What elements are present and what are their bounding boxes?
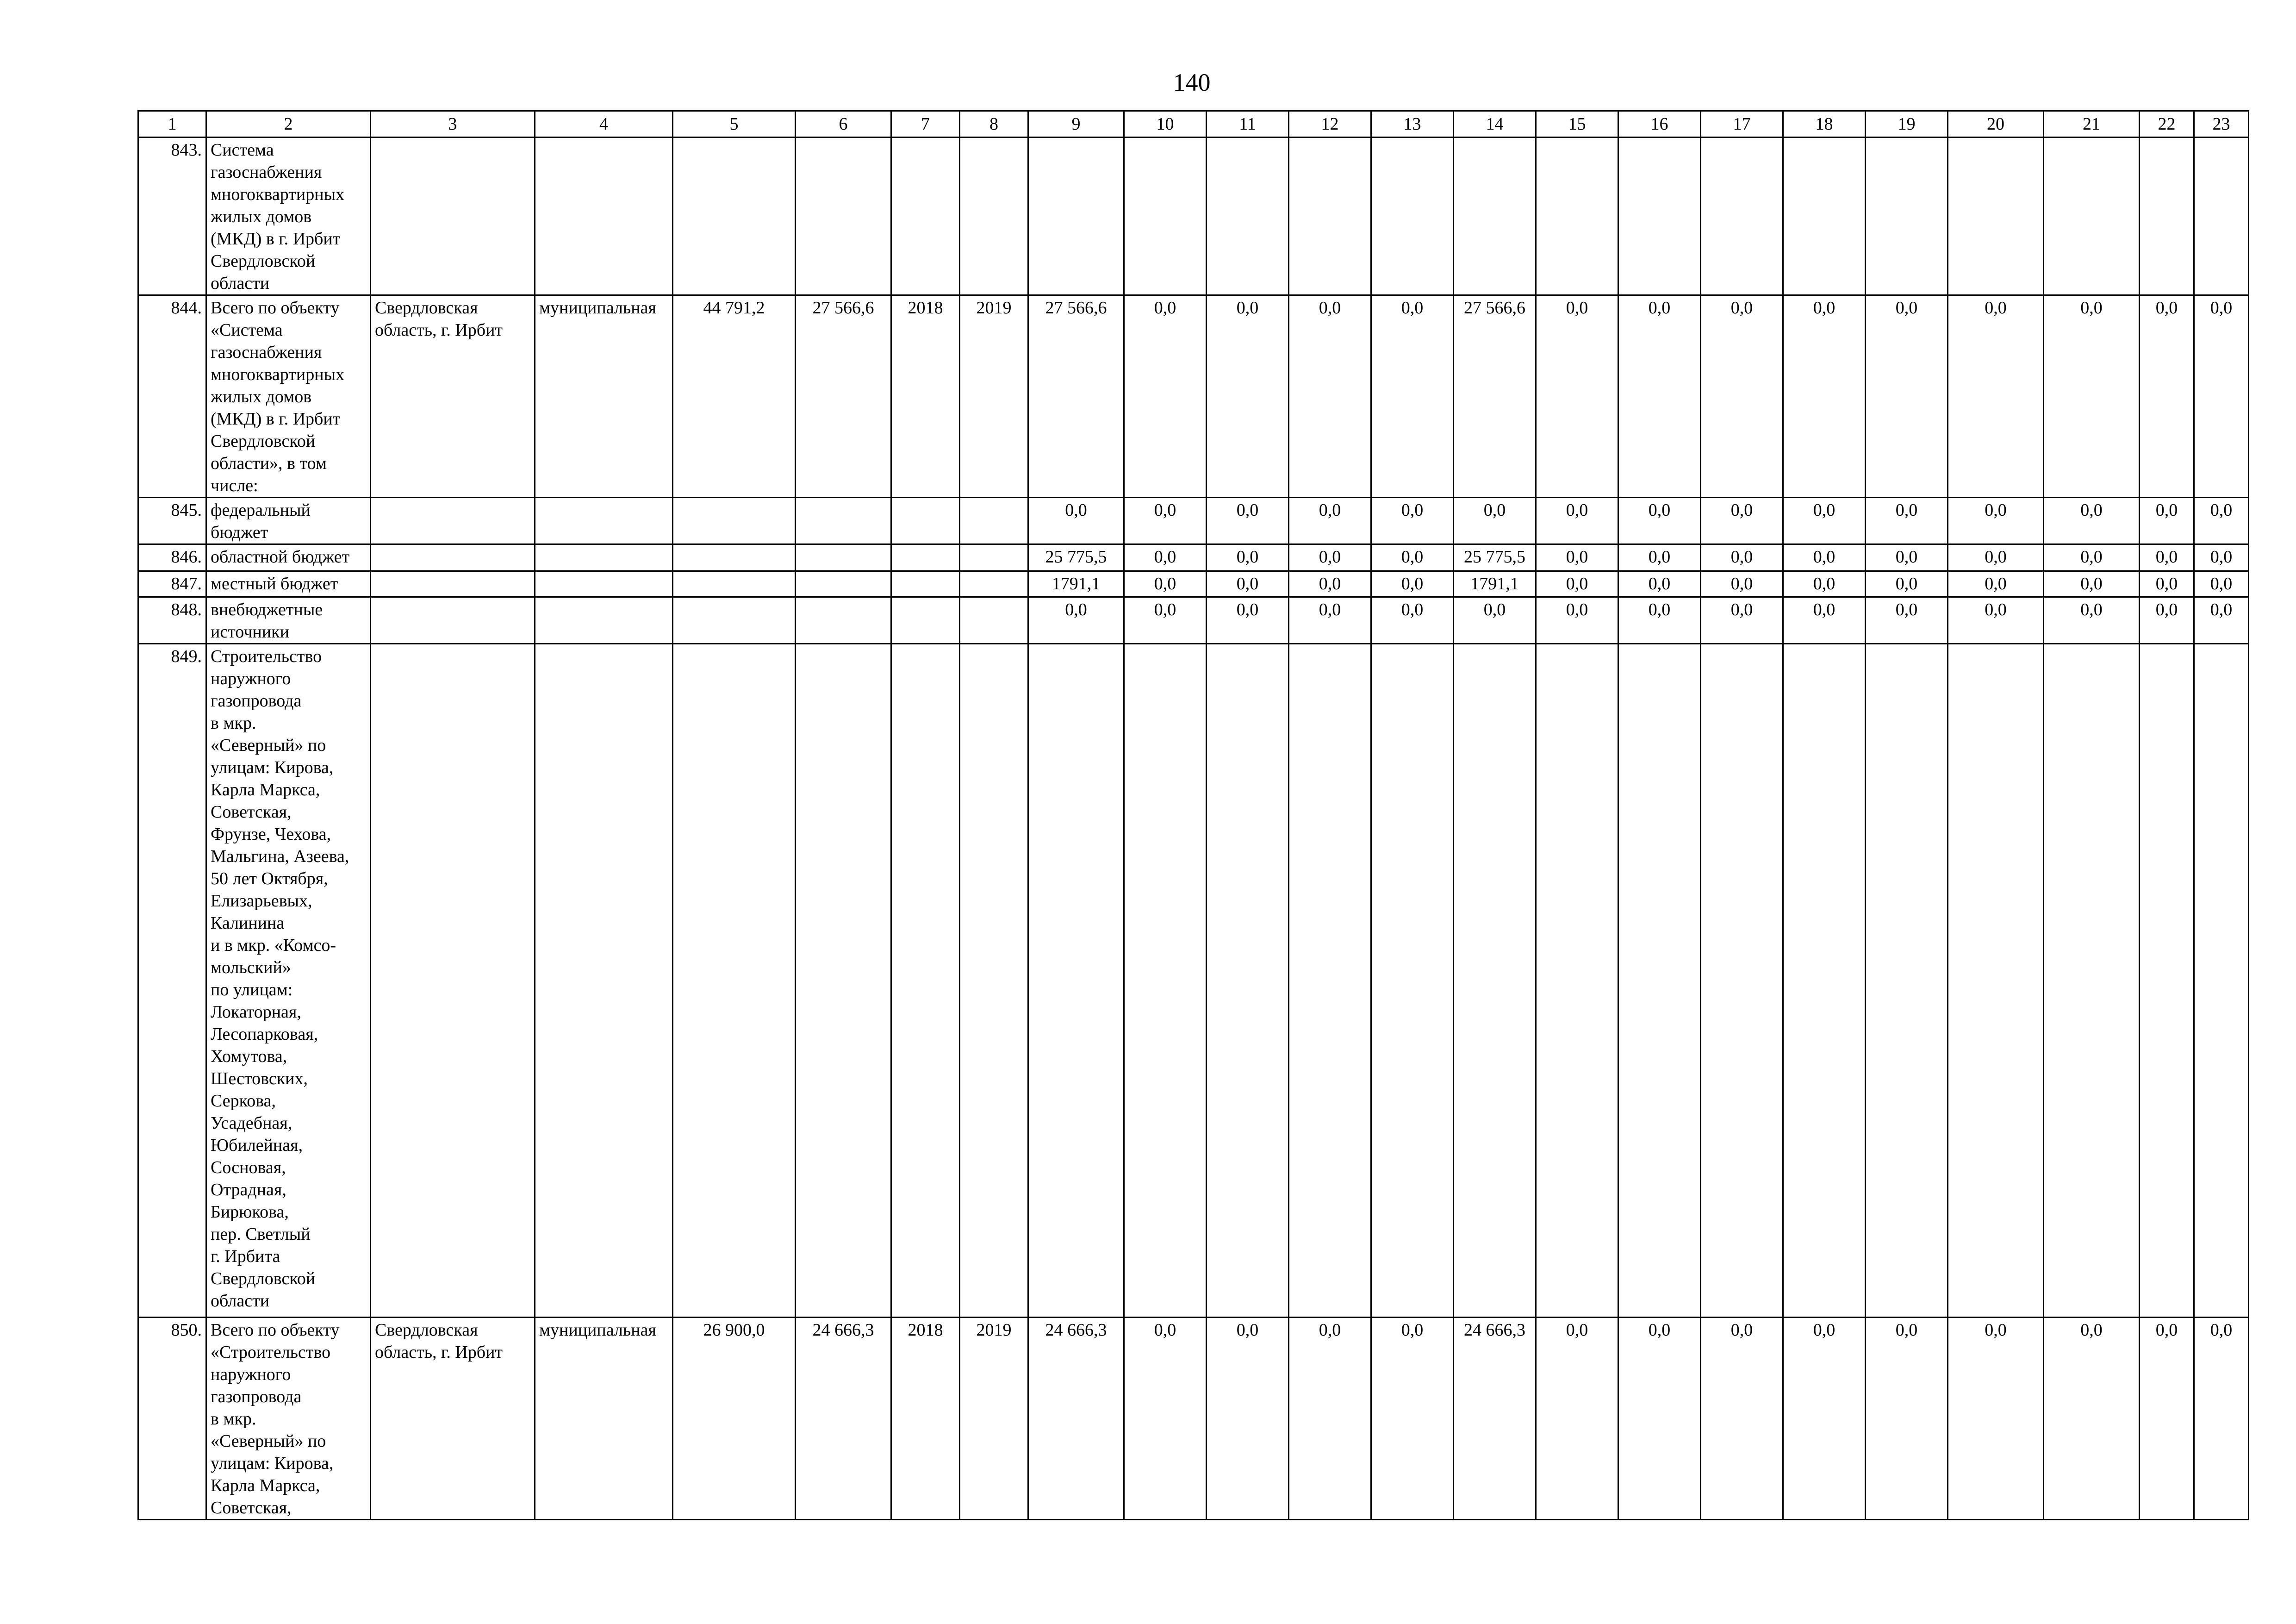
cost-cell xyxy=(673,571,796,597)
end-year-cell xyxy=(960,597,1028,644)
object-name-cell: областной бюджет xyxy=(206,544,371,571)
amount-cell: 0,0 xyxy=(2140,295,2194,498)
column-number-cell: 17 xyxy=(1701,111,1783,137)
amount-cell: 0,0 xyxy=(2140,571,2194,597)
row-number-cell: 849. xyxy=(138,644,206,1318)
amount-cell xyxy=(1536,644,1618,1318)
location-cell xyxy=(371,498,535,544)
amount-cell: 24 666,3 xyxy=(1028,1318,1124,1520)
amount-cell: 0,0 xyxy=(1701,571,1783,597)
amount-cell: 0,0 xyxy=(1536,1318,1618,1520)
amount-cell: 25 775,5 xyxy=(1028,544,1124,571)
amount-cell: 0,0 xyxy=(2140,498,2194,544)
row-number-cell: 845. xyxy=(138,498,206,544)
amount-cell xyxy=(1783,644,1866,1318)
amount-cell: 0,0 xyxy=(2194,571,2249,597)
table-row xyxy=(138,137,2249,295)
amount-cell: 0,0 xyxy=(1371,597,1454,644)
amount-cell: 0,0 xyxy=(1948,544,2044,571)
end-year-cell xyxy=(960,644,1028,1318)
amount-cell: 0,0 xyxy=(1948,295,2044,498)
amount-cell: 0,0 xyxy=(1124,498,1207,544)
amount-cell xyxy=(2044,644,2140,1318)
amount-cell xyxy=(1124,137,1207,295)
amount-cell: 0,0 xyxy=(2140,597,2194,644)
start-year-cell: 2018 xyxy=(891,1318,960,1520)
amount-cell: 0,0 xyxy=(1289,544,1371,571)
amount-cell: 0,0 xyxy=(1783,597,1866,644)
amount-cell: 0,0 xyxy=(2194,544,2249,571)
amount-cell: 0,0 xyxy=(2194,295,2249,498)
row-number-cell: 847. xyxy=(138,571,206,597)
cost-remaining-cell: 24 666,3 xyxy=(796,1318,891,1520)
ownership-cell xyxy=(535,644,673,1318)
amount-cell xyxy=(1371,644,1454,1318)
amount-cell: 0,0 xyxy=(1948,571,2044,597)
object-name-cell: федеральный бюджет xyxy=(206,498,371,544)
amount-cell: 0,0 xyxy=(1124,295,1207,498)
amount-cell: 0,0 xyxy=(1124,544,1207,571)
cost-remaining-cell xyxy=(796,597,891,644)
end-year-cell: 2019 xyxy=(960,295,1028,498)
amount-cell xyxy=(1028,644,1124,1318)
amount-cell: 0,0 xyxy=(1701,1318,1783,1520)
amount-cell: 0,0 xyxy=(1207,571,1289,597)
amount-cell: 0,0 xyxy=(2044,597,2140,644)
amount-cell xyxy=(1124,644,1207,1318)
location-cell xyxy=(371,571,535,597)
amount-cell: 0,0 xyxy=(1124,597,1207,644)
column-number-cell: 10 xyxy=(1124,111,1207,137)
amount-cell xyxy=(1454,644,1536,1318)
column-number-cell: 8 xyxy=(960,111,1028,137)
table-row xyxy=(138,295,2249,498)
amount-cell: 0,0 xyxy=(1371,295,1454,498)
column-number-cell: 6 xyxy=(796,111,891,137)
amount-cell xyxy=(1618,137,1701,295)
amount-cell: 0,0 xyxy=(1783,571,1866,597)
column-number-cell: 9 xyxy=(1028,111,1124,137)
end-year-cell xyxy=(960,571,1028,597)
amount-cell: 0,0 xyxy=(1866,295,1948,498)
amount-cell: 0,0 xyxy=(1454,498,1536,544)
ownership-cell: муниципальная xyxy=(535,1318,673,1520)
amount-cell: 0,0 xyxy=(1454,597,1536,644)
amount-cell: 0,0 xyxy=(1207,295,1289,498)
cost-cell xyxy=(673,544,796,571)
amount-cell: 0,0 xyxy=(1207,597,1289,644)
end-year-cell xyxy=(960,544,1028,571)
amount-cell: 0,0 xyxy=(1207,1318,1289,1520)
amount-cell: 0,0 xyxy=(2044,498,2140,544)
amount-cell: 0,0 xyxy=(1124,571,1207,597)
cost-cell xyxy=(673,137,796,295)
ownership-cell xyxy=(535,571,673,597)
cost-remaining-cell xyxy=(796,137,891,295)
column-number-cell: 20 xyxy=(1948,111,2044,137)
amount-cell: 0,0 xyxy=(1866,571,1948,597)
amount-cell: 0,0 xyxy=(1701,544,1783,571)
amount-cell: 27 566,6 xyxy=(1028,295,1124,498)
start-year-cell xyxy=(891,544,960,571)
cost-cell: 44 791,2 xyxy=(673,295,796,498)
page-number: 140 xyxy=(1173,69,1211,96)
ownership-cell xyxy=(535,544,673,571)
amount-cell: 0,0 xyxy=(1866,1318,1948,1520)
amount-cell: 0,0 xyxy=(1289,295,1371,498)
cost-remaining-cell xyxy=(796,498,891,544)
column-number-cell: 11 xyxy=(1207,111,1289,137)
column-number-row xyxy=(138,111,2249,137)
amount-cell: 0,0 xyxy=(1948,498,2044,544)
table-row xyxy=(138,571,2249,597)
column-number-cell: 13 xyxy=(1371,111,1454,137)
location-cell xyxy=(371,544,535,571)
object-name-cell: Всего по объекту «Строительство наружного газопровода в мкр. «Северный» по улицам: Кирова, Карла Маркса, Советская, xyxy=(206,1318,371,1520)
amount-cell: 0,0 xyxy=(2140,544,2194,571)
amount-cell: 0,0 xyxy=(1536,544,1618,571)
object-name-cell: Всего по объекту «Система газоснабжения многоквартирных жилых домов (МКД) в г. Ирбит Свердловской области», в том числе: xyxy=(206,295,371,498)
amount-cell: 0,0 xyxy=(1536,295,1618,498)
location-cell: Свердловская область, г. Ирбит xyxy=(371,1318,535,1520)
amount-cell: 0,0 xyxy=(1783,1318,1866,1520)
row-number-cell: 848. xyxy=(138,597,206,644)
amount-cell: 0,0 xyxy=(1207,544,1289,571)
amount-cell: 0,0 xyxy=(1618,597,1701,644)
ownership-cell: муниципальная xyxy=(535,295,673,498)
table-row xyxy=(138,644,2249,1318)
end-year-cell xyxy=(960,498,1028,544)
amount-cell: 0,0 xyxy=(1536,498,1618,544)
amount-cell: 0,0 xyxy=(2044,1318,2140,1520)
location-cell xyxy=(371,644,535,1318)
ownership-cell xyxy=(535,597,673,644)
amount-cell: 0,0 xyxy=(1289,571,1371,597)
amount-cell xyxy=(1948,644,2044,1318)
cost-cell xyxy=(673,597,796,644)
table-row xyxy=(138,1318,2249,1520)
amount-cell: 1791,1 xyxy=(1028,571,1124,597)
amount-cell xyxy=(1289,644,1371,1318)
amount-cell: 0,0 xyxy=(1124,1318,1207,1520)
object-name-cell: местный бюджет xyxy=(206,571,371,597)
column-number-cell: 22 xyxy=(2140,111,2194,137)
amount-cell: 0,0 xyxy=(1701,295,1783,498)
amount-cell: 0,0 xyxy=(2044,544,2140,571)
amount-cell xyxy=(2140,137,2194,295)
amount-cell xyxy=(1701,644,1783,1318)
amount-cell: 0,0 xyxy=(1207,498,1289,544)
amount-cell: 0,0 xyxy=(1948,1318,2044,1520)
amount-cell: 0,0 xyxy=(1028,498,1124,544)
amount-cell: 0,0 xyxy=(1536,597,1618,644)
amount-cell: 0,0 xyxy=(1783,295,1866,498)
column-number-cell: 21 xyxy=(2044,111,2140,137)
amount-cell: 0,0 xyxy=(1618,1318,1701,1520)
amount-cell: 0,0 xyxy=(1618,295,1701,498)
amount-cell: 25 775,5 xyxy=(1454,544,1536,571)
amount-cell xyxy=(1783,137,1866,295)
column-number-cell: 4 xyxy=(535,111,673,137)
column-number-cell: 12 xyxy=(1289,111,1371,137)
amount-cell: 27 566,6 xyxy=(1454,295,1536,498)
amount-cell: 0,0 xyxy=(1289,498,1371,544)
amount-cell xyxy=(1207,137,1289,295)
amount-cell xyxy=(1207,644,1289,1318)
ownership-cell xyxy=(535,498,673,544)
start-year-cell xyxy=(891,597,960,644)
amount-cell: 0,0 xyxy=(1701,597,1783,644)
object-funding-table xyxy=(137,110,2249,1520)
amount-cell: 0,0 xyxy=(1783,498,1866,544)
amount-cell: 1791,1 xyxy=(1454,571,1536,597)
amount-cell: 0,0 xyxy=(1371,544,1454,571)
amount-cell xyxy=(1454,137,1536,295)
cost-remaining-cell xyxy=(796,571,891,597)
amount-cell xyxy=(2044,137,2140,295)
amount-cell: 0,0 xyxy=(1618,571,1701,597)
column-number-cell: 7 xyxy=(891,111,960,137)
object-name-cell: Строительство наружного газопровода в мкр. «Северный» по улицам: Кирова, Карла Маркса, Советская, Фрунзе, Чехова, Мальгина, Азеева, 50 лет Октября, Елизарьевых, Калинина и в мкр. «Комсо- мольский» по улицам: Локаторная, Лесопарковая, Хомутова, Шестовских, Серкова, Усадебная, Юбилейная, Сосновая, Отрадная, Бирюкова, пер. Светлый г. Ирбита Свердловской области xyxy=(206,644,371,1318)
row-number-cell: 843. xyxy=(138,137,206,295)
amount-cell: 0,0 xyxy=(1701,498,1783,544)
start-year-cell: 2018 xyxy=(891,295,960,498)
amount-cell: 0,0 xyxy=(1618,544,1701,571)
amount-cell xyxy=(1536,137,1618,295)
object-name-cell: Система газоснабжения многоквартирных жилых домов (МКД) в г. Ирбит Свердловской области xyxy=(206,137,371,295)
amount-cell xyxy=(1618,644,1701,1318)
table-row xyxy=(138,544,2249,571)
amount-cell xyxy=(1028,137,1124,295)
end-year-cell xyxy=(960,137,1028,295)
row-number-cell: 844. xyxy=(138,295,206,498)
amount-cell: 0,0 xyxy=(1948,597,2044,644)
amount-cell: 0,0 xyxy=(2194,1318,2249,1520)
start-year-cell xyxy=(891,644,960,1318)
amount-cell: 0,0 xyxy=(1289,597,1371,644)
cost-cell xyxy=(673,498,796,544)
column-number-cell: 19 xyxy=(1866,111,1948,137)
cost-cell: 26 900,0 xyxy=(673,1318,796,1520)
column-number-cell: 5 xyxy=(673,111,796,137)
amount-cell: 0,0 xyxy=(1618,498,1701,544)
ownership-cell xyxy=(535,137,673,295)
amount-cell xyxy=(1701,137,1783,295)
column-number-cell: 2 xyxy=(206,111,371,137)
column-number-cell: 16 xyxy=(1618,111,1701,137)
amount-cell: 0,0 xyxy=(1028,597,1124,644)
amount-cell xyxy=(1289,137,1371,295)
amount-cell xyxy=(1948,137,2044,295)
column-number-cell: 1 xyxy=(138,111,206,137)
end-year-cell: 2019 xyxy=(960,1318,1028,1520)
column-number-cell: 15 xyxy=(1536,111,1618,137)
table-row xyxy=(138,498,2249,544)
amount-cell: 0,0 xyxy=(2140,1318,2194,1520)
amount-cell: 0,0 xyxy=(1866,597,1948,644)
column-number-cell: 23 xyxy=(2194,111,2249,137)
row-number-cell: 846. xyxy=(138,544,206,571)
amount-cell: 24 666,3 xyxy=(1454,1318,1536,1520)
amount-cell: 0,0 xyxy=(2044,571,2140,597)
amount-cell: 0,0 xyxy=(1371,498,1454,544)
column-number-cell: 3 xyxy=(371,111,535,137)
start-year-cell xyxy=(891,571,960,597)
table-row xyxy=(138,597,2249,644)
location-cell xyxy=(371,597,535,644)
amount-cell xyxy=(2140,644,2194,1318)
location-cell xyxy=(371,137,535,295)
cost-remaining-cell: 27 566,6 xyxy=(796,295,891,498)
amount-cell: 0,0 xyxy=(1289,1318,1371,1520)
amount-cell: 0,0 xyxy=(1783,544,1866,571)
cost-remaining-cell xyxy=(796,544,891,571)
location-cell: Свердловская область, г. Ирбит xyxy=(371,295,535,498)
object-name-cell: внебюджетные источники xyxy=(206,597,371,644)
amount-cell xyxy=(1866,137,1948,295)
amount-cell: 0,0 xyxy=(1866,544,1948,571)
start-year-cell xyxy=(891,137,960,295)
amount-cell xyxy=(2194,137,2249,295)
amount-cell xyxy=(1866,644,1948,1318)
row-number-cell: 850. xyxy=(138,1318,206,1520)
column-number-cell: 14 xyxy=(1454,111,1536,137)
amount-cell xyxy=(2194,644,2249,1318)
cost-cell xyxy=(673,644,796,1318)
amount-cell: 0,0 xyxy=(1536,571,1618,597)
amount-cell: 0,0 xyxy=(2194,498,2249,544)
column-number-cell: 18 xyxy=(1783,111,1866,137)
amount-cell: 0,0 xyxy=(1866,498,1948,544)
amount-cell: 0,0 xyxy=(1371,571,1454,597)
start-year-cell xyxy=(891,498,960,544)
amount-cell xyxy=(1371,137,1454,295)
amount-cell: 0,0 xyxy=(1371,1318,1454,1520)
amount-cell: 0,0 xyxy=(2194,597,2249,644)
cost-remaining-cell xyxy=(796,644,891,1318)
amount-cell: 0,0 xyxy=(2044,295,2140,498)
